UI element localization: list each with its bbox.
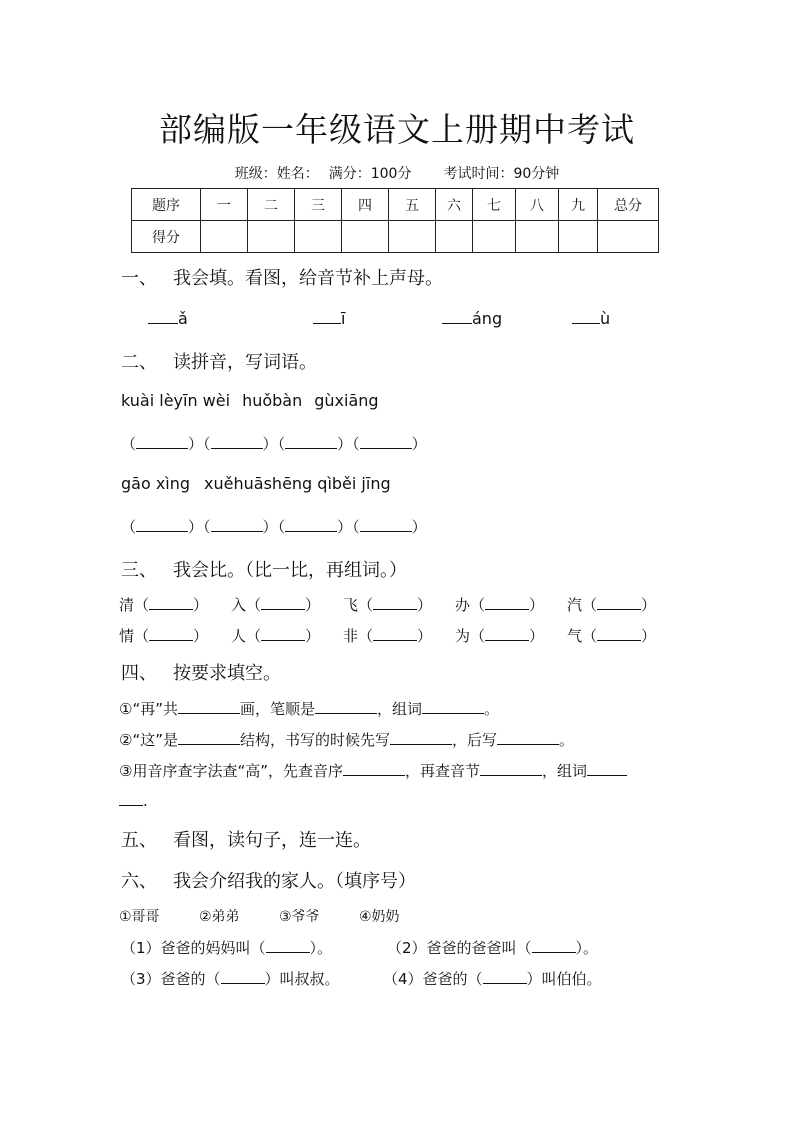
question-text: （3）爸爸的（ [121,970,221,988]
section-number: 三、 [121,560,157,581]
answer-blank[interactable]: （ ） [121,518,204,536]
char: 汽 [567,596,583,614]
char: 入 [231,596,247,614]
section-title: 按要求填空。 [173,663,281,684]
char: 飞 [343,596,359,614]
section-5-heading [121,826,371,852]
fill-blank[interactable] [587,761,627,776]
header-cell: 七 [473,189,516,221]
section-number: 六、 [121,871,157,892]
time-label: 考试时间：90分钟 [443,166,560,182]
answer-blank[interactable] [483,969,527,984]
fill-blank[interactable] [390,730,452,745]
syllable-text: áng [472,309,503,328]
answer-blank[interactable]: （ ） [203,435,278,453]
char: 人 [231,627,247,645]
compare-item[interactable]: 人（ ） [231,627,321,645]
fill-text: ，组词 [542,762,588,780]
syllable-text: ǎ [178,309,188,328]
fill-blank[interactable] [497,730,559,745]
compare-item[interactable]: 非（ ） [343,627,433,645]
section-number: 五、 [121,830,157,851]
page-title: 部编版一年级语文上册期中考试 [159,110,635,149]
row-label: 得分 [132,221,201,253]
score-table-row [132,221,659,253]
fill-text: 。 [484,700,500,718]
fill-text: . [143,792,148,810]
section-1-heading [121,264,443,290]
header-cell: 三 [295,189,342,221]
answer-row-2 [121,516,427,537]
char: 清 [119,596,135,614]
family-q4 [383,968,602,989]
pinyin-row-1 [121,391,379,410]
s1-item-1[interactable] [148,309,188,328]
fill-blank[interactable] [315,699,377,714]
question-text: ）叫伯伯。 [526,970,602,988]
fill-blank[interactable] [119,791,143,806]
score-cell[interactable] [295,221,342,253]
compare-item[interactable]: 入（ ） [231,596,321,614]
fill-blank[interactable] [343,761,405,776]
compare-item[interactable]: 为（ ） [455,627,545,645]
pinyin-word: xuěhuāshēng qìběi jīng [204,474,391,493]
pinyin-word: kuài lèyīn wèi [121,391,231,410]
pinyin-word: gùxiāng [314,391,379,410]
header-cell: 总分 [598,189,659,221]
header-cell: 九 [559,189,598,221]
section-number: 二、 [121,352,157,373]
s1-item-4[interactable] [572,309,610,328]
header-cell: 一 [201,189,248,221]
fill-blank[interactable] [422,699,484,714]
header-cell: 题序 [132,189,201,221]
answer-blank[interactable]: （ ） [203,518,278,536]
compare-item[interactable]: 办（ ） [455,596,545,614]
score-cell[interactable] [389,221,436,253]
family-q2 [387,937,598,958]
score-cell[interactable] [248,221,295,253]
family-options [119,906,400,926]
family-q1 [121,937,332,958]
fill-blank[interactable] [480,761,542,776]
fill-text: ，组词 [377,700,423,718]
question-text: ）叫叔叔。 [264,970,340,988]
score-table [131,188,659,253]
answer-blank[interactable]: （ ） [121,435,204,453]
compare-item[interactable]: 情（ ） [119,627,209,645]
family-q3 [121,968,340,989]
answer-blank[interactable] [532,938,576,953]
score-cell[interactable] [598,221,659,253]
score-cell[interactable] [201,221,248,253]
fill-blank[interactable] [178,699,240,714]
s1-item-3[interactable] [442,309,502,328]
header-cell: 五 [389,189,436,221]
question-text: （4）爸爸的（ [383,970,483,988]
score-cell[interactable] [559,221,598,253]
section-number: 四、 [121,663,157,684]
score-cell[interactable] [516,221,559,253]
section-title: 看图，读句子，连一连。 [173,830,371,851]
compare-row-2 [119,625,679,646]
question-text: （2）爸爸的爸爸叫（ [387,939,532,957]
syllable-text: ī [341,309,346,328]
section-number: 一、 [121,268,157,289]
compare-item[interactable]: 气（ ） [567,627,657,645]
section-title: 读拼音，写词语。 [173,352,317,373]
option: ②弟弟 [199,909,240,925]
fill-text: 。 [559,731,575,749]
score-table-header [132,189,659,221]
answer-blank[interactable]: （ ） [277,435,353,453]
fill-text: ，后写 [452,731,498,749]
pinyin-row-2 [121,474,391,493]
fill-text: ①“再”共 [119,700,178,718]
fill-line-2 [119,729,574,750]
option: ③爷爷 [279,909,320,925]
exam-info [0,163,794,183]
header-cell: 六 [436,189,473,221]
header-cell: 四 [342,189,389,221]
pinyin-word: huǒbàn [242,391,303,410]
syllable-text: ù [600,309,611,328]
answer-blank[interactable]: （ ） [277,518,353,536]
section-4-heading [121,659,281,685]
fill-text: 画，笔顺是 [240,700,316,718]
section-title: 我会比。（比一比，再组词。） [173,560,407,581]
answer-blank[interactable]: （ ） [352,435,427,453]
header-cell: 二 [248,189,295,221]
section-title: 我会介绍我的家人。（填序号） [173,871,416,892]
full-score-label: 满分：100分 [328,166,412,182]
fill-line-3 [119,760,627,781]
option: ①哥哥 [119,909,160,925]
fill-text: ②“这”是 [119,731,178,749]
answer-blank[interactable]: （ ） [352,518,427,536]
s1-item-2[interactable] [313,309,345,328]
pinyin-word: gāo xìng [121,474,191,493]
fill-line-3-cont [119,791,148,810]
section-3-heading [121,556,407,582]
score-cell[interactable] [473,221,516,253]
answer-blank[interactable] [221,969,265,984]
answer-row-1 [121,433,427,454]
fill-blank[interactable] [178,730,240,745]
char: 为 [455,627,471,645]
char: 情 [119,627,135,645]
char: 气 [567,627,583,645]
section-title: 我会填。看图，给音节补上声母。 [173,268,443,289]
question-text: （1）爸爸的妈妈叫（ [121,939,266,957]
section-6-heading [121,867,416,893]
compare-item[interactable]: 汽（ ） [567,596,657,614]
fill-line-1 [119,698,499,719]
score-cell[interactable] [436,221,473,253]
compare-row-1 [119,594,679,615]
char: 非 [343,627,359,645]
compare-item[interactable]: 清（ ） [119,596,209,614]
score-cell[interactable] [342,221,389,253]
option: ④奶奶 [359,909,400,925]
compare-item[interactable]: 飞（ ） [343,596,433,614]
question-text: ）。 [309,939,333,957]
question-text: ）。 [575,939,599,957]
fill-text: ，再查音节 [405,762,481,780]
answer-blank[interactable] [266,938,310,953]
char: 办 [455,596,471,614]
class-label: 班级： [234,166,277,182]
fill-text: ③用音序查字法查“高”，先查音序 [119,762,343,780]
fill-text: 结构，书写的时候先写 [240,731,391,749]
header-cell: 八 [516,189,559,221]
name-label: 姓名： [276,166,319,182]
section-2-heading [121,348,317,374]
